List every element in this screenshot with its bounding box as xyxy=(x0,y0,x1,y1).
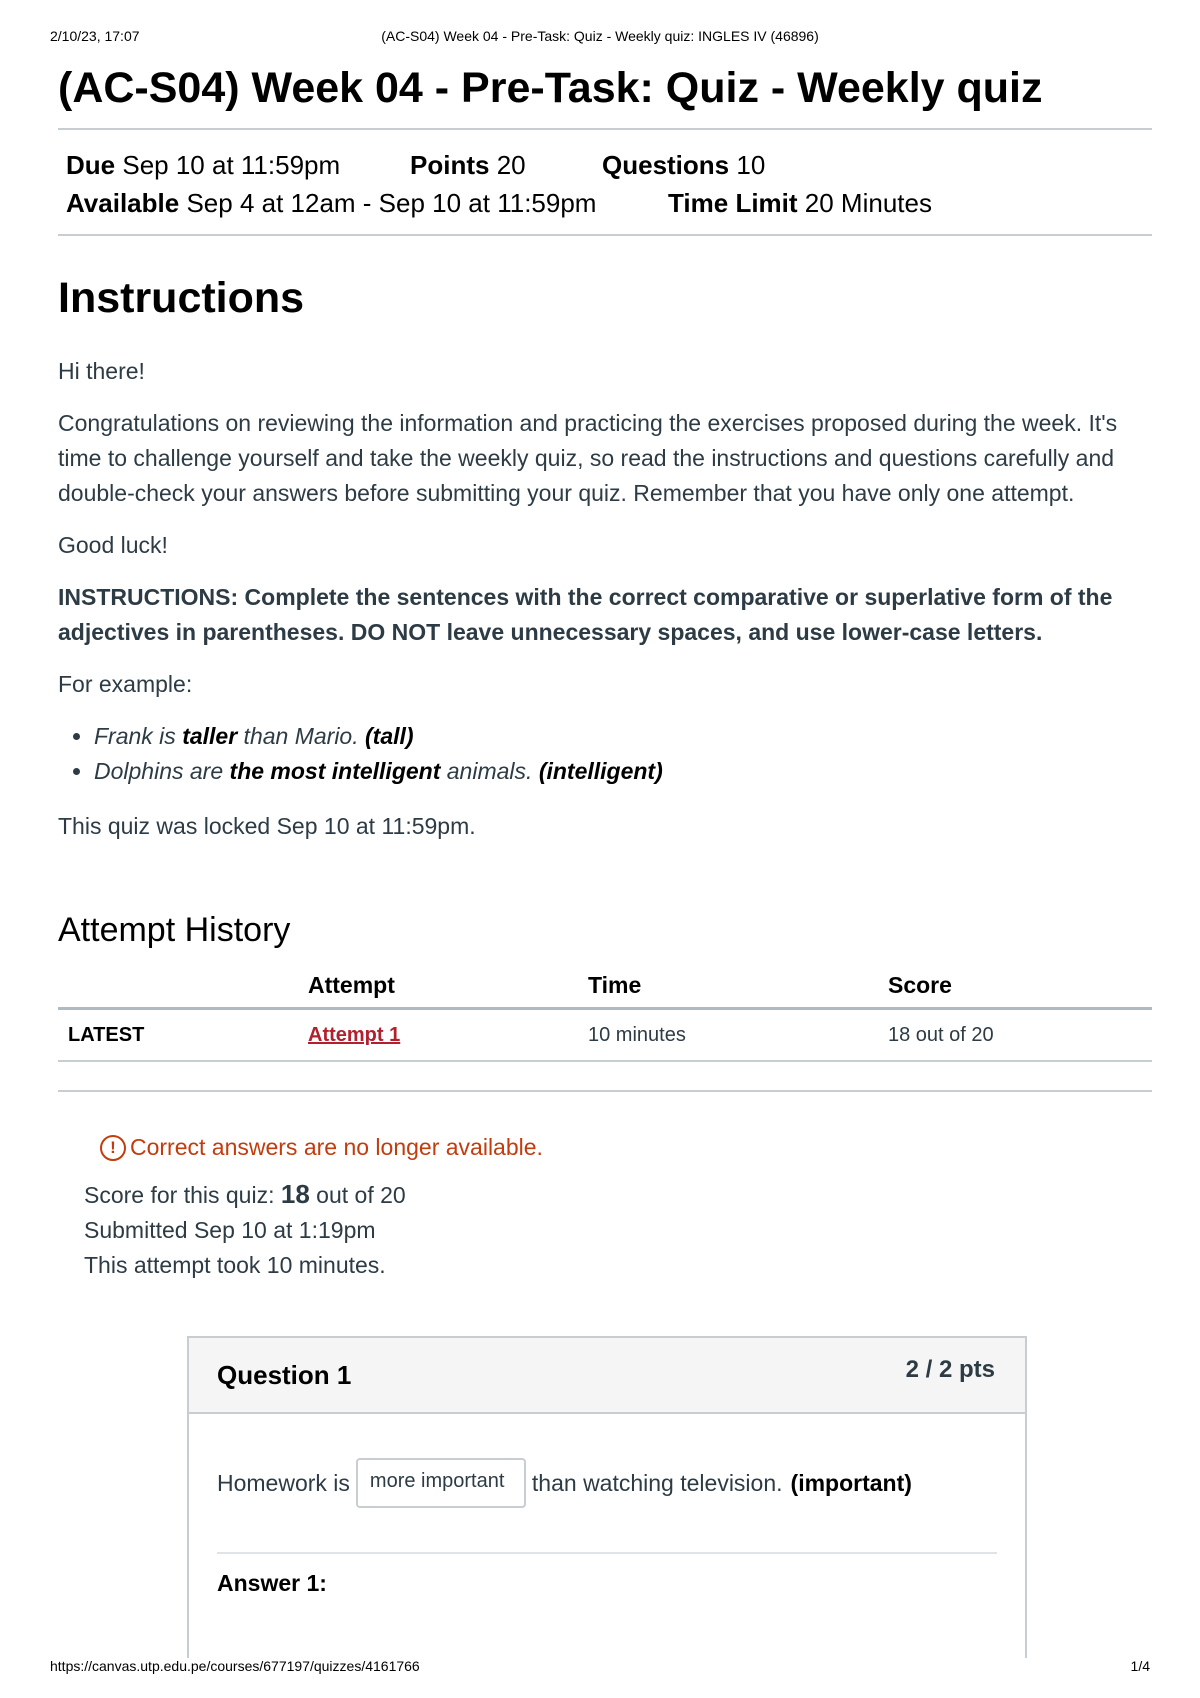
greeting-text: Hi there! xyxy=(58,358,145,384)
instructions-body xyxy=(58,354,1152,844)
page-title: (AC-S04) Week 04 - Pre-Task: Quiz - Weekly quiz xyxy=(58,64,1043,112)
quiz-details xyxy=(58,130,1152,234)
warning-circle-icon: ! xyxy=(100,1135,126,1161)
submitted-time: Submitted Sep 10 at 1:19pm xyxy=(84,1217,376,1243)
print-page-number: 1/4 xyxy=(1130,1658,1150,1674)
quiz-content xyxy=(58,60,1152,1283)
attempt-history-table xyxy=(58,964,1152,1062)
question-header xyxy=(189,1338,1025,1414)
points-label: Points xyxy=(410,150,490,180)
example-item xyxy=(94,754,1152,789)
instructions-heading: Instructions xyxy=(58,274,305,322)
details-row-2 xyxy=(66,184,1144,222)
time-limit-value: 20 Minutes xyxy=(804,188,932,218)
example-answer: taller xyxy=(182,723,238,749)
example-hint: (tall) xyxy=(365,723,414,749)
column-header: Score xyxy=(878,964,1152,1009)
print-datetime: 2/10/23, 17:07 xyxy=(50,28,140,44)
print-url: https://canvas.utp.edu.pe/courses/677197/quizzes/4161766 xyxy=(50,1658,420,1674)
table-row xyxy=(58,1009,1152,1062)
available-label: Available xyxy=(66,188,180,218)
answers-unavailable-notice xyxy=(100,1134,1152,1161)
example-pre: Frank is xyxy=(94,723,183,749)
example-post: animals. xyxy=(440,758,539,784)
question-text-after: than watching television. xyxy=(531,1469,783,1496)
question-points: 2 / 2 pts xyxy=(905,1356,995,1383)
quiz-score xyxy=(84,1177,1152,1213)
divider xyxy=(58,1090,1152,1092)
example-post: than Mario. xyxy=(237,723,366,749)
due-date xyxy=(66,146,340,184)
print-doc-title: (AC-S04) Week 04 - Pre-Task: Quiz - Weekly quiz: INGLES IV (46896) xyxy=(381,28,819,44)
questions-label: Questions xyxy=(602,150,730,180)
questions-count xyxy=(602,146,765,184)
due-value: Sep 10 at 11:59pm xyxy=(122,150,341,180)
score-prefix: Score for this quiz: xyxy=(84,1182,281,1208)
answer-label: Answer 1: xyxy=(217,1570,327,1596)
points-value: 20 xyxy=(496,150,526,180)
example-item xyxy=(94,719,1152,754)
time-limit xyxy=(668,184,932,222)
divider xyxy=(58,234,1152,236)
time-limit-label: Time Limit xyxy=(668,188,798,218)
question-text xyxy=(217,1458,997,1508)
instructions-text: INSTRUCTIONS: Complete the sentences with the correct comparative or superlative form of the adjectives in parentheses. DO NOT leave unnecessary spaces, and use lower-case letters. xyxy=(58,584,1113,645)
answer-input[interactable]: more important xyxy=(356,1458,526,1508)
column-header: Time xyxy=(578,964,878,1009)
score-suffix: out of 20 xyxy=(309,1182,406,1208)
points xyxy=(410,146,526,184)
available-dates xyxy=(66,184,596,222)
details-row-1 xyxy=(66,146,1144,184)
due-label: Due xyxy=(66,150,116,180)
example-list xyxy=(58,719,1152,789)
intro-paragraph: Congratulations on reviewing the information and practicing the exercises proposed during the week. It's time to challenge yourself and take the weekly quiz, so read the instructions and questions carefully and double-check your answers before submitting your quiz. Remember that you have only one attempt. xyxy=(58,410,1118,506)
score-cell: 18 out of 20 xyxy=(878,1009,1152,1062)
locked-notice: This quiz was locked Sep 10 at 11:59pm. xyxy=(58,813,476,839)
question-body xyxy=(189,1458,1025,1597)
attempt-cell xyxy=(298,1009,578,1062)
attempt-1-link[interactable]: Attempt 1 xyxy=(308,1023,401,1046)
questions-value: 10 xyxy=(736,150,766,180)
column-header: Attempt xyxy=(298,964,578,1009)
column-header xyxy=(58,964,298,1009)
example-pre: Dolphins are xyxy=(94,758,230,784)
question-1-card xyxy=(187,1336,1027,1658)
good-luck-text: Good luck! xyxy=(58,532,168,558)
example-answer: the most intelligent xyxy=(229,758,441,784)
print-header xyxy=(0,28,1200,48)
attempt-history-heading: Attempt History xyxy=(58,911,291,949)
divider xyxy=(217,1552,997,1554)
latest-label: LATEST xyxy=(58,1009,298,1062)
notice-text: Correct answers are no longer available. xyxy=(130,1134,543,1160)
question-title: Question 1 xyxy=(217,1360,352,1390)
question-hint: (important) xyxy=(790,1469,912,1496)
time-cell: 10 minutes xyxy=(578,1009,878,1062)
print-footer xyxy=(0,1658,1200,1678)
question-text-before: Homework is xyxy=(217,1469,350,1496)
table-header-row xyxy=(58,964,1152,1009)
attempt-duration: This attempt took 10 minutes. xyxy=(84,1252,386,1278)
example-intro: For example: xyxy=(58,671,193,697)
score-value: 18 xyxy=(280,1179,310,1209)
score-summary xyxy=(84,1177,1152,1283)
example-hint: (intelligent) xyxy=(538,758,663,784)
available-value: Sep 4 at 12am - Sep 10 at 11:59pm xyxy=(186,188,597,218)
